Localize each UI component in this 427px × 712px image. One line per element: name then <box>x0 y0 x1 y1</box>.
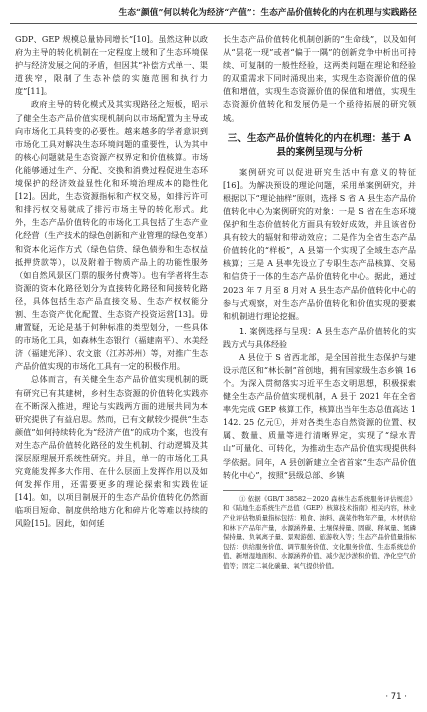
running-header <box>0 0 427 28</box>
paragraph: 长生态产品价值转化机制创新的“生命线”，以及如何从“昙花一现”或者“偏于一隅”的创新竞争中析出可持续、可复制的一般性经验，这两类问题在理论和经验的双重需求下同时涌现出来，实现生态资源价值的保值和增值，实现生态资源价值的保值和增值，实现生态资源价值转化和发展仍是一个亟待拓展的研究领域。 <box>223 34 416 123</box>
paragraph: 政府主导的转化模式及其实现路径之短板，昭示了健全生态产品价值实现机制向以市场配置为主导或向市场化工具转变的必要性。越来越多的学者意识到市场化工具对解决生态环境问题的重要性，认为其中的核心问题就是生态资源产权界定和价值核算。市场化能够通过生产、分配、交换和消费过程促进生态环境保护的经济效益显性化和环境治理成本的隐性化[12]。因此，生态资源指标和产权交易，如排污许可和排污权交易就成了排污市场主导的转化形式。此外，生态产品价值转化的市场化工具包括了生态产业化经营（生产技术的绿色创新和产业管理的绿色变革）和资本化运作方式（绿色信贷、绿色债券和生态权益抵押贷款等），以及附着于物质产品上的功能性服务（如自然风景区门票的服务付费等）。也有学者将生态资源的资本化路径划分为直接转化路径和间接转化路径，具体包括生态产品直接交易、生态产权权能分割、生态资产优化配置、生态资产投资运营[13]。毋庸置疑，无论是基于何种标准的类型划分，一些具体的市场化工具，如森林生态银行（福建南平）、水美经济（福建光泽）、农文旅（江苏苏州）等，对推广生态产品价值实现的市场化工具有一定的积极作用。 <box>15 99 208 372</box>
paragraph: 案例研究可以促进研究生活中有意义的特征[16]。为解决预设的理论问题，采用单案例研究，并根据以下“理论抽样”原则，选择 S 省 A 县生态产品价值转化中心为案例研究的对象：一是 S 省在生态环境保护和生态价值转化方面具有较好成效，并且该省份具有较大的辐射和带动效应；二是作为全省生态产品价值转化的“样板”，A 县第一个实现了全域生态产品核算；三是 A 县率先设立了专职生态产品核算、交易和信贷于一体的生态产品价值转化中心。据此，通过 2023 年 7 月至 8 月对 A 县生态产品价值转化中心的参与式观察，对生态产品价值转化和价值实现的要素和机制进行理论挖掘。 <box>223 166 416 321</box>
footnote-rule <box>223 490 293 491</box>
right-column <box>223 33 416 571</box>
paragraph: A 县位于 S 省西北部，是全国首批生态保护与建设示范区和“林长制”首创地，拥有国家级生态乡镇 16 个。为深入贯彻落实习近平生态文明思想，积极探索健全生态产品价值实现机制，A 县于 2021 年在全省率先完成 GEP 核算工作，核算出当年生态总值高达 1 142. 25 亿元①，并对各类生态自然资源的位置、权属、数量、质量等进行清晰界定，实现了“绿水青山”可量化、可转化，为推动生态产品价值实现提供科学依据。同年，A 县创新建立全省首家“生态产品价值转化中心”，按照“县级总部、乡镇 <box>223 351 416 480</box>
section-title: 三、生态产品价值转化的内在机理：基于 A 县的案例呈现与分析 <box>227 132 412 158</box>
header-title: 生态“颜值”何以转化为经济“产值”：生态产品价值转化的内在机理与实践路径 <box>118 8 417 18</box>
header-rule <box>10 23 417 24</box>
page-number: · 71 · <box>385 692 407 702</box>
footnote: ① 依据《GB/T 38582－2020 森林生态系统服务评估规范》和《陆地生态系统生产总值（GEP）核算技术指南》相关内容，林业产业评估物质量指标包括：粮食、油料、蔬菜作物年产量，木材供给和林下产品年产量，水源涵养量、土壤保持量、固碳、释氧量、氮磷保持量、负氧离子量、景观游憩、旅游收入等；生态产品价值量指标包括：供给服务价值、调节服务价值、文化服务价值、生态系统总价值、新增湿地面积、水源涵养价值、减少泥沙淤积价值、净化空气价值等；固定二氧化碳量、氧气提供价值。 <box>223 494 417 570</box>
left-column <box>15 33 208 531</box>
paragraph: 总体而言，有关健全生态产品价值实现机制的既有研究已有其建树，乡村生态资源的价值转化实践亦在不断深入推进，理论与实践两方面的进展共同为本研究提供了有益启思。然而，已有文献较少提供“生态颜值”如何持续转化为“经济产值”的成功个案，也没有对生态产品价值转化路径的发生机制、行动逻辑及其深层原理展开系统性研究。并且，单一的市场化工具究竟能发挥多大作用、在什么层面上发挥作用以及如何发挥作用，还需要更多的理论探索和实践佐证[14]。如，以项目制展开的生态产品价值转化仍然面临项目短命、制度供给地方化和碎片化等难以持续的风险[15]。因此，如何延 <box>15 374 208 529</box>
paragraph: GDP、GEP 规模总量协同增长”[10]。虽然这种以政府为主导的转化机制在一定程度上缓和了生态环境保护与经济发展之间的矛盾，但因其“补偿方式单一、渠道狭窄，限制了生态补偿的实施范围和执行力度”[11]。 <box>15 34 208 97</box>
subsection-title: 1. 案例选择与呈现：A 县生态产品价值转化的实践方式与具体经验 <box>223 326 416 349</box>
